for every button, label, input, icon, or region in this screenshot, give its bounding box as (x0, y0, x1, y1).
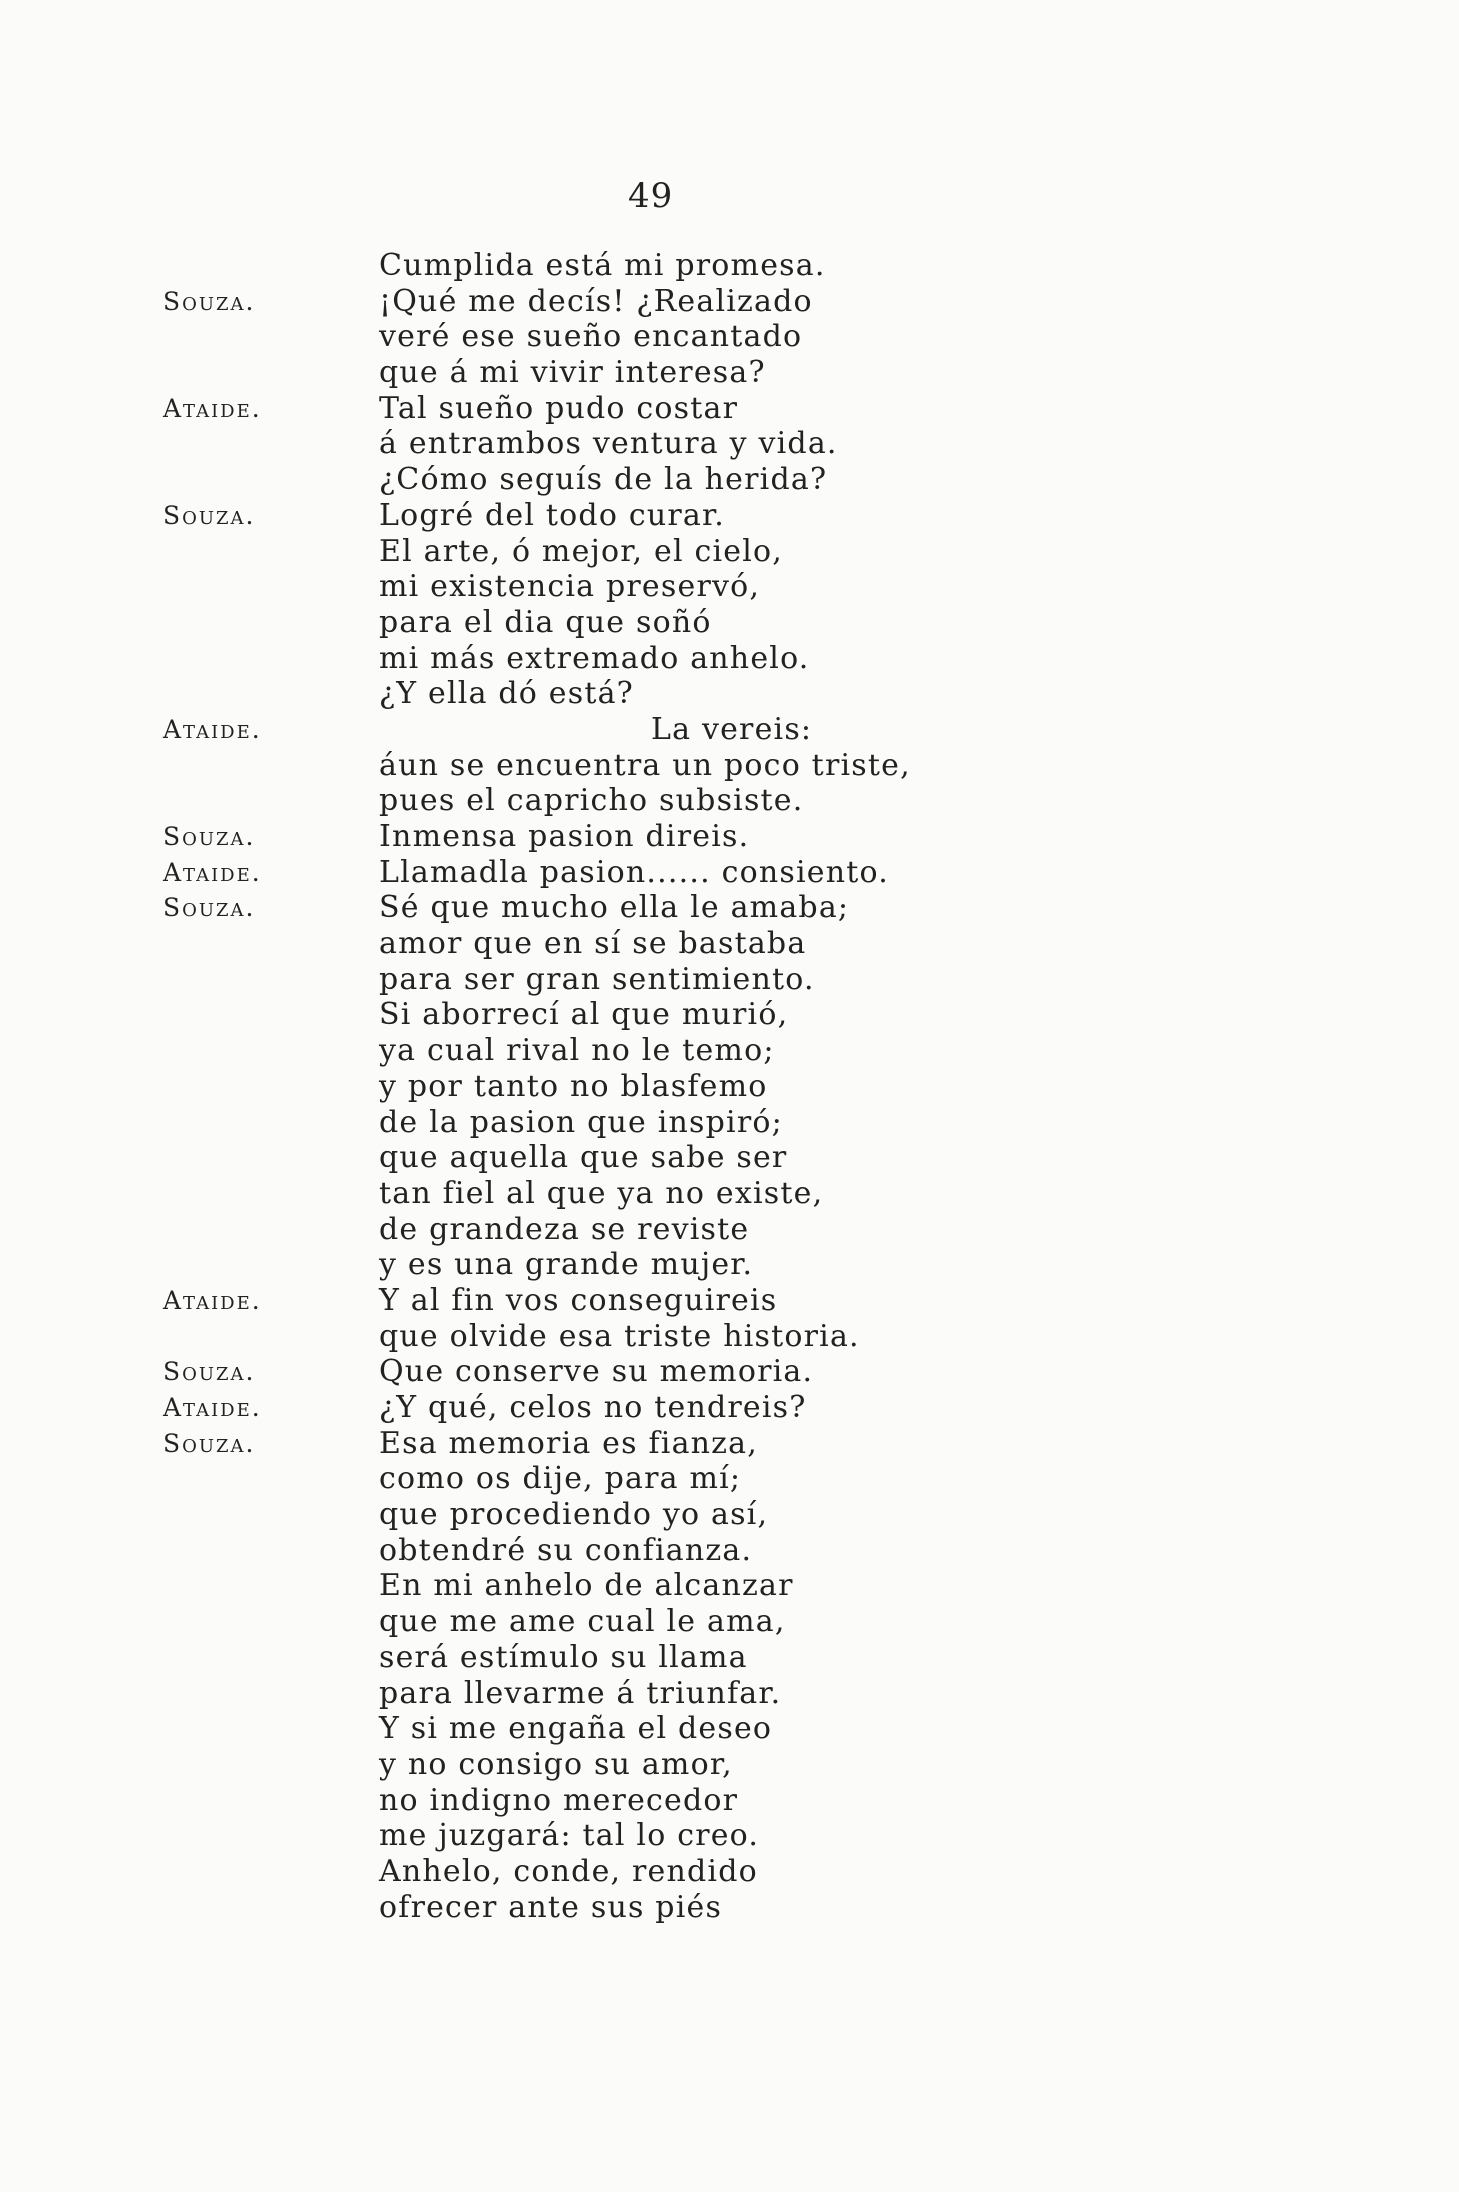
speaker-name: Souza. (163, 1357, 256, 1387)
speaker-name: Souza. (163, 893, 256, 923)
speaker-name: Ataide. (163, 714, 262, 744)
dialogue-line (0, 1854, 1459, 1890)
dialogue-line (0, 1818, 1459, 1854)
verse-text: amor que en sí se bastaba (379, 926, 807, 962)
dialogue-line (0, 962, 1459, 998)
verse-text: veré ese sueño encantado (379, 319, 803, 355)
dialogue-line (0, 783, 1459, 819)
verse-text: ofrecer ante sus piés (379, 1889, 723, 1925)
dialogue-line (0, 1711, 1459, 1747)
dialogue-line (0, 1676, 1459, 1712)
dialogue-line (0, 1390, 1459, 1426)
verse-text: ¡Qué me decís! ¿Realizado (379, 283, 813, 319)
dialogue-line (0, 1247, 1459, 1283)
dialogue-line (0, 1533, 1459, 1569)
verse-text: que procediendo yo así, (379, 1497, 769, 1533)
verse-text: será estímulo su llama (379, 1639, 748, 1675)
verse-text: Si aborrecí al que murió, (379, 997, 789, 1033)
verse-text: y es una grande mujer. (379, 1247, 754, 1283)
dialogue-line (0, 748, 1459, 784)
dialogue-line (0, 1568, 1459, 1604)
speaker-name: Souza. (163, 500, 256, 530)
dialogue-line (0, 391, 1459, 427)
dialogue-line (0, 1497, 1459, 1533)
verse-text: Inmensa pasion direis. (379, 819, 750, 854)
verse-text: El arte, ó mejor, el cielo, (379, 533, 784, 569)
verse-text: Esa memoria es fianza, (379, 1425, 759, 1461)
verse-text: Logré del todo curar. (379, 497, 725, 533)
verse-text: mi existencia preservó, (379, 569, 761, 605)
dialogue-line (0, 997, 1459, 1033)
dialogue-line (0, 1783, 1459, 1819)
verse-text: ¿Y ella dó está? (379, 676, 634, 712)
dialogue-line (0, 569, 1459, 605)
dialogue-line (0, 462, 1459, 498)
dialogue-line (0, 498, 1459, 534)
dialogue-line (0, 319, 1459, 355)
dialogue-line (0, 1069, 1459, 1105)
verse-text: obtendré su confianza. (379, 1532, 753, 1568)
verse-text: La vereis: (651, 711, 813, 747)
verse-text: que á mi vivir interesa? (379, 355, 766, 391)
dialogue-line (0, 1033, 1459, 1069)
verse-text: pues el capricho subsiste. (379, 783, 804, 819)
dialogue-line (0, 712, 1459, 748)
verse-text: no indigno merecedor (379, 1782, 739, 1818)
verse-text: ya cual rival no le temo; (379, 1033, 775, 1069)
verse-text: mi más extremado anhelo. (379, 640, 810, 676)
dialogue-line (0, 641, 1459, 677)
dialogue-line (0, 605, 1459, 641)
page-number: 49 (628, 176, 674, 216)
speaker-name: Ataide. (163, 1393, 262, 1422)
dialogue-line (0, 819, 1459, 855)
verse-text: Y si me engaña el deseo (379, 1711, 773, 1747)
verse-text: para el dia que soñó (379, 604, 712, 640)
verse-text: para ser gran sentimiento. (379, 961, 815, 997)
verse-text: que aquella que sabe ser (379, 1140, 788, 1176)
dialogue-line (0, 1176, 1459, 1212)
verse-text: y no consigo su amor, (379, 1746, 733, 1782)
verse-text: Sé que mucho ella le amaba; (379, 890, 850, 926)
dialogue-line (0, 1747, 1459, 1783)
dialogue-line (0, 1426, 1459, 1462)
dialogue-line (0, 1354, 1459, 1390)
verse-text: Anhelo, conde, rendido (379, 1853, 758, 1889)
verse-text: Tal sueño pudo costar (379, 390, 739, 426)
verse-text: En mi anhelo de alcanzar (379, 1568, 794, 1604)
verse-text: me juzgará: tal lo creo. (379, 1818, 760, 1854)
verse-text: áun se encuentra un poco triste, (379, 747, 911, 783)
speaker-name: Souza. (163, 286, 256, 316)
verse-text: ¿Y qué, celos no tendreis? (379, 1390, 807, 1425)
verse-text: Llamadla pasion...... consiento. (379, 854, 889, 890)
verse-text: Cumplida está mi promesa. (379, 248, 826, 283)
dialogue-line (0, 426, 1459, 462)
verse-text: que olvide esa triste historia. (379, 1318, 860, 1354)
dialogue-line (0, 1212, 1459, 1248)
dialogue-line (0, 1140, 1459, 1176)
speaker-name: Souza. (163, 1428, 256, 1458)
dialogue-line (0, 855, 1459, 891)
dialogue-line (0, 248, 1459, 284)
verse-text: para llevarme á triunfar. (379, 1675, 782, 1711)
verse-text: de la pasion que inspiró; (379, 1104, 783, 1140)
verse-text: Que conserve su memoria. (379, 1354, 814, 1390)
dialogue-line (0, 1890, 1459, 1926)
dialogue-line (0, 1319, 1459, 1355)
verse-text: ¿Cómo seguís de la herida? (379, 462, 828, 498)
dialogue-line (0, 355, 1459, 391)
dialogue-line (0, 890, 1459, 926)
dialogue-lines (0, 248, 1459, 1925)
speaker-name: Ataide. (163, 393, 262, 423)
verse-text: Y al fin vos conseguireis (379, 1282, 778, 1318)
dialogue-line (0, 1640, 1459, 1676)
verse-text: como os dije, para mí; (379, 1461, 742, 1497)
dialogue-line (0, 534, 1459, 570)
dialogue-line (0, 676, 1459, 712)
speaker-name: Souza. (163, 822, 256, 851)
verse-text: y por tanto no blasfemo (379, 1068, 768, 1104)
verse-text: que me ame cual le ama, (379, 1604, 786, 1640)
dialogue-line (0, 1461, 1459, 1497)
dialogue-line (0, 1105, 1459, 1141)
verse-text: tan fiel al que ya no existe, (379, 1175, 824, 1211)
verse-text: de grandeza se reviste (379, 1211, 750, 1247)
dialogue-line (0, 1283, 1459, 1319)
dialogue-line (0, 284, 1459, 320)
dialogue-line (0, 1604, 1459, 1640)
verse-text: á entrambos ventura y vida. (379, 426, 838, 462)
speaker-name: Ataide. (163, 857, 262, 887)
speaker-name: Ataide. (163, 1285, 262, 1315)
dialogue-line (0, 926, 1459, 962)
